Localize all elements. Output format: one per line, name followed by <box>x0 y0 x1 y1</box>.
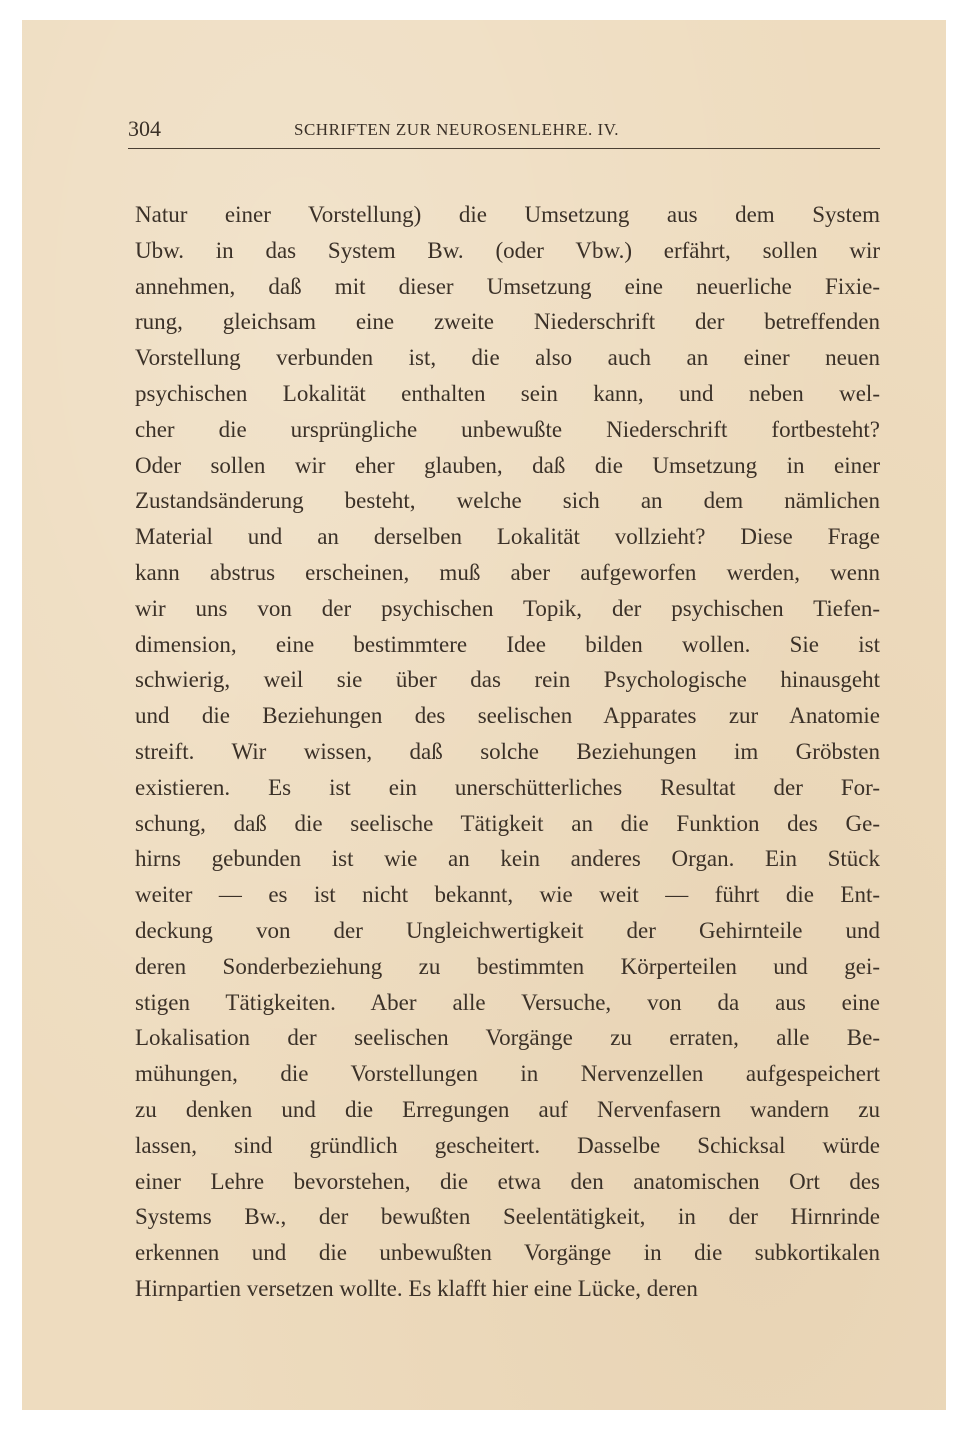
text-line: erkennen und die unbewußten Vorgänge in die subkortikalen <box>135 1240 880 1266</box>
text-line: Ubw. in das System Bw. (oder Vbw.) erfährt, sollen wir <box>135 237 880 263</box>
text-line: hirns gebunden ist wie an kein anderes Organ. Ein Stück <box>135 846 880 872</box>
text-line: Material und an derselben Lokalität vollzieht? Diese Frage <box>135 524 880 550</box>
text-line: Hirnpartien versetzen wollte. Es klafft hier eine Lücke, deren <box>135 1275 698 1301</box>
body-text <box>135 197 880 1307</box>
text-line: deren Sonderbeziehung zu bestimmten Körperteilen und gei- <box>135 953 880 979</box>
text-line: lassen, sind gründlich gescheitert. Dasselbe Schicksal würde <box>135 1132 880 1158</box>
text-line: existieren. Es ist ein unerschütterliches Resultat der For- <box>135 774 880 800</box>
text-line: deckung von der Ungleichwertigkeit der Gehirnteile und <box>135 917 880 943</box>
text-line: Natur einer Vorstellung) die Umsetzung aus dem System <box>135 202 880 227</box>
text-line: stigen Tätigkeiten. Aber alle Versuche, von da aus eine <box>135 989 880 1015</box>
page-header <box>128 114 880 148</box>
text-line: annehmen, daß mit dieser Umsetzung eine neuerliche Fixie- <box>135 273 880 299</box>
text-line: kann abstrus erscheinen, muß aber aufgeworfen werden, wenn <box>135 559 880 585</box>
text-line: schwierig, weil sie über das rein Psychologische hinausgeht <box>135 667 880 693</box>
text-line: rung, gleichsam eine zweite Niederschrift der betreffenden <box>135 309 880 335</box>
text-line: und die Beziehungen des seelischen Apparates zur Anatomie <box>135 703 880 729</box>
text-line: einer Lehre bevorstehen, die etwa den anatomischen Ort des <box>135 1168 880 1194</box>
text-line: wir uns von der psychischen Topik, der psychischen Tiefen- <box>135 595 880 621</box>
text-line: cher die ursprüngliche unbewußte Niederschrift fortbesteht? <box>135 416 880 442</box>
text-line: weiter — es ist nicht bekannt, wie weit — führt die Ent- <box>135 882 880 908</box>
running-head: SCHRIFTEN ZUR NEUROSENLEHRE. IV. <box>294 120 620 139</box>
text-line: Vorstellung verbunden ist, die also auch an einer neuen <box>135 345 880 371</box>
text-line: mühungen, die Vorstellungen in Nervenzellen aufgespeichert <box>135 1061 880 1087</box>
text-line: psychischen Lokalität enthalten sein kann, und neben wel- <box>135 380 880 406</box>
text-line: schung, daß die seelische Tätigkeit an die Funktion des Ge- <box>135 810 880 836</box>
text-line: Zustandsänderung besteht, welche sich an dem nämlichen <box>135 488 880 514</box>
text-line: zu denken und die Erregungen auf Nervenfasern wandern zu <box>135 1096 880 1122</box>
text-line: Systems Bw., der bewußten Seelentätigkeit, in der Hirnrinde <box>135 1204 880 1230</box>
text-line: streift. Wir wissen, daß solche Beziehungen im Gröbsten <box>135 738 880 764</box>
page-number: 304 <box>128 116 161 141</box>
text-line: dimension, eine bestimmtere Idee bilden wollen. Sie ist <box>135 631 880 657</box>
header-rule <box>128 148 880 149</box>
text-line: Oder sollen wir eher glauben, daß die Umsetzung in einer <box>135 452 880 478</box>
text-line: Lokalisation der seelischen Vorgänge zu erraten, alle Be- <box>135 1025 880 1051</box>
